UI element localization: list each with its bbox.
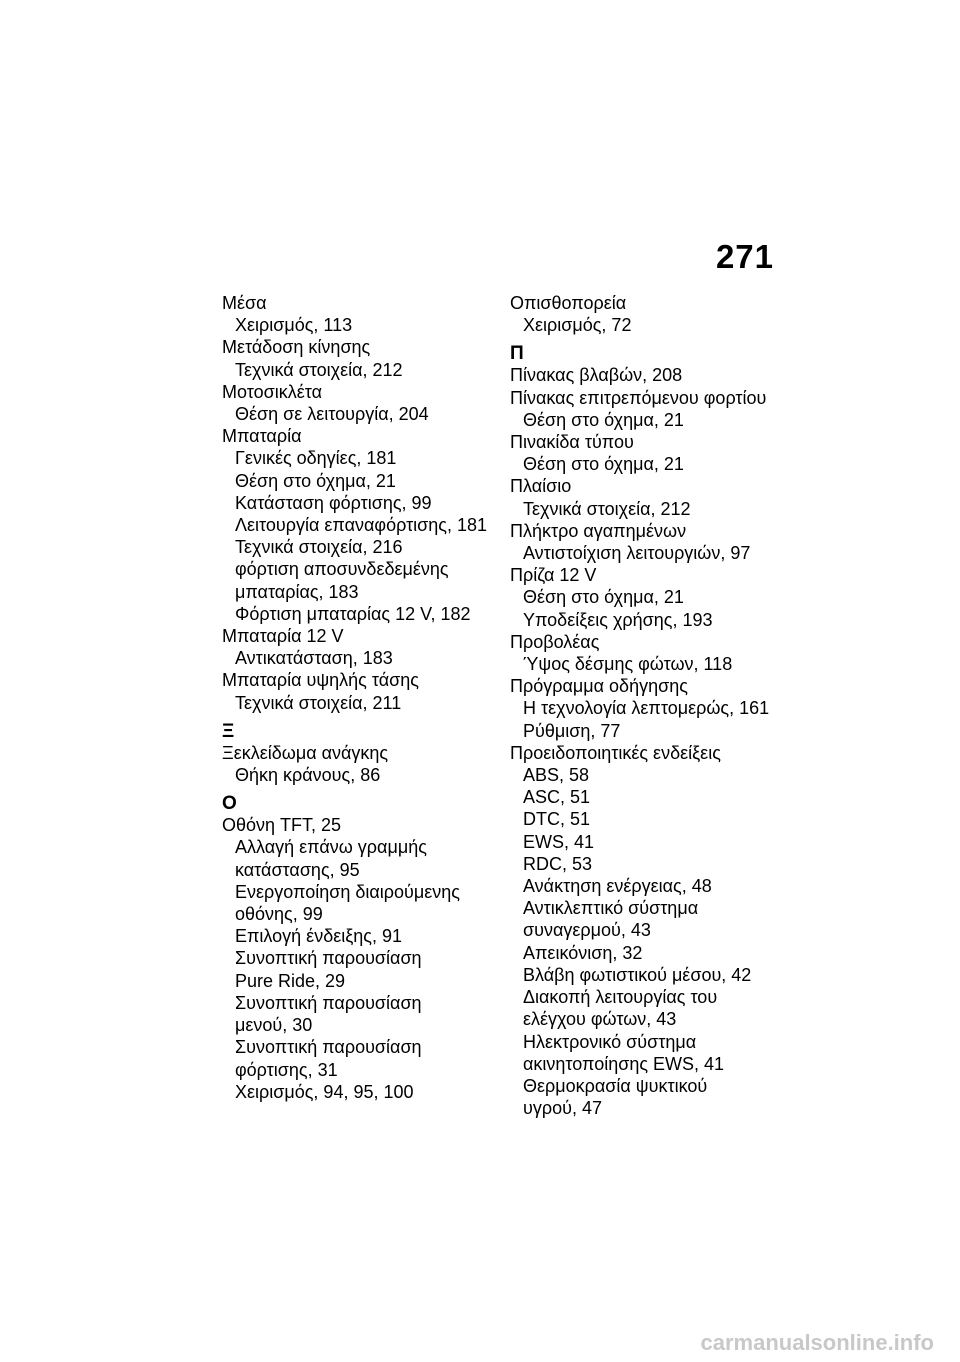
index-letter-heading: Π: [510, 343, 524, 365]
index-subentry: ακινητοποίησης EWS, 41: [523, 1053, 725, 1074]
index-subentry: Ρύθμιση, 77: [523, 720, 621, 741]
index-subentry: Χειρισμός, 72: [523, 315, 632, 336]
index-subentry: Διακοπή λειτουργίας του: [523, 987, 718, 1008]
index-subentry: Ανάκτηση ενέργειας, 48: [523, 876, 712, 897]
index-entry: [222, 336, 502, 380]
index-subentry: Η τεχνολογία λεπτομερώς, 161: [523, 698, 770, 719]
index-term: Προβολέας: [510, 631, 600, 652]
index-subentry: Συνοπτική παρουσίαση: [235, 992, 422, 1013]
index-subentry: Τεχνικά στοιχεία, 212: [523, 498, 691, 519]
index-subentry: Επιλογή ένδειξης, 91: [235, 926, 403, 947]
index-letter-heading: Ο: [222, 793, 237, 815]
index-term: Πλαίσιο: [510, 476, 572, 497]
index-subentry: Αντικλεπτικό σύστημα: [523, 898, 699, 919]
index-subentry: RDC, 53: [523, 853, 593, 874]
index-term: Μπαταρία υψηλής τάσης: [222, 670, 419, 691]
index-entry: [510, 475, 800, 519]
index-subentry: Θήκη κράνους, 86: [235, 765, 381, 786]
index-subentry: φόρτιση αποσυνδεδεμένης: [235, 559, 449, 580]
index-entry: [510, 675, 800, 742]
index-subentry: Φόρτιση μπαταρίας 12 V, 182: [235, 603, 471, 624]
index-entry: [222, 669, 502, 713]
index-entry: [222, 625, 502, 669]
index-subentry: Χειρισμός, 113: [235, 315, 353, 336]
index-subentry: Τεχνικά στοιχεία, 212: [235, 359, 403, 380]
index-subentry: DTC, 51: [523, 809, 591, 830]
index-letter-heading: Ξ: [222, 720, 235, 742]
index-subentry: υγρού, 47: [523, 1098, 602, 1119]
index-entry: [510, 364, 800, 386]
index-subentry: Βλάβη φωτιστικού μέσου, 42: [523, 964, 752, 985]
index-term: Προειδοποιητικές ενδείξεις: [510, 742, 721, 763]
index-subentry: Θερμοκρασία ψυκτικού: [523, 1075, 708, 1096]
index-subentry: Θέση στο όχημα, 21: [523, 587, 684, 608]
index-subentry: Αντιστοίχιση λειτουργιών, 97: [523, 543, 751, 564]
index-entry: [510, 292, 800, 336]
index-entry: [510, 387, 800, 431]
index-column-right: [510, 292, 800, 1119]
index-subentry: Χειρισμός, 94, 95, 100: [235, 1081, 414, 1102]
index-subentry: ABS, 58: [523, 765, 590, 786]
index-subentry: Τεχνικά στοιχεία, 216: [235, 537, 403, 558]
index-entry: [510, 564, 800, 631]
index-term: Πρόγραμμα οδήγησης: [510, 676, 688, 697]
index-term: Οθόνη TFT, 25: [222, 815, 342, 836]
index-subentry: Ύψος δέσμης φώτων, 118: [523, 654, 733, 675]
index-subentry: μενού, 30: [235, 1015, 313, 1036]
index-subentry: ελέγχου φώτων, 43: [523, 1009, 677, 1030]
index-subentry: Συνοπτική παρουσίαση: [235, 948, 422, 969]
index-term: Μπαταρία 12 V: [222, 626, 344, 647]
index-subentry: Γενικές οδηγίες, 181: [235, 448, 397, 469]
index-subentry: κατάστασης, 95: [235, 859, 360, 880]
index-subentry: Ενεργοποίηση διαιρούμενης: [235, 881, 460, 902]
index-term: Ξεκλείδωμα ανάγκης: [222, 742, 389, 763]
index-subentry: Θέση στο όχημα, 21: [523, 454, 684, 475]
index-entry: [222, 292, 502, 336]
index-term: Οπισθοπορεία: [510, 293, 627, 313]
index-subentry: EWS, 41: [523, 831, 595, 852]
index-subentry: Συνοπτική παρουσίαση: [235, 1037, 422, 1058]
index-entry: [222, 425, 502, 625]
index-entry: [510, 520, 800, 564]
index-entry: [510, 742, 800, 1119]
page-number: 271: [715, 238, 774, 275]
index-subentry: Αλλαγή επάνω γραμμής: [235, 837, 427, 858]
index-subentry: Θέση στο όχημα, 21: [235, 470, 396, 491]
index-term: Πρίζα 12 V: [510, 565, 597, 586]
index-column-left: [222, 292, 502, 1103]
index-subentry: Pure Ride, 29: [235, 970, 346, 991]
index-term: Πινακίδα τύπου: [510, 432, 634, 453]
index-subentry: Κατάσταση φόρτισης, 99: [235, 492, 432, 513]
index-entry: [222, 742, 502, 786]
index-entry: [510, 431, 800, 475]
index-subentry: ASC, 51: [523, 787, 591, 808]
index-subentry: Θέση σε λειτουργία, 204: [235, 404, 429, 425]
index-term: Πίνακας επιτρεπόμενου φορτίου: [510, 387, 767, 408]
index-term: Μετάδοση κίνησης: [222, 337, 371, 358]
index-term: Μοτοσικλέτα: [222, 381, 323, 402]
index-subentry: συναγερμού, 43: [523, 920, 651, 941]
index-entry: [222, 814, 502, 1103]
index-subentry: Αντικατάσταση, 183: [235, 648, 393, 669]
index-subentry: Θέση στο όχημα, 21: [523, 409, 684, 430]
index-entry: [222, 381, 502, 425]
index-subentry: οθόνης, 99: [235, 904, 323, 925]
index-entry: [510, 631, 800, 675]
index-term: Μέσα: [222, 293, 267, 313]
index-subentry: φόρτισης, 31: [235, 1059, 338, 1080]
index-term: Μπαταρία: [222, 426, 302, 447]
watermark-footer: carmanualsonline.info: [700, 1330, 934, 1355]
index-subentry: Τεχνικά στοιχεία, 211: [235, 692, 402, 713]
index-term: Πίνακας βλαβών, 208: [510, 365, 683, 386]
index-subentry: Απεικόνιση, 32: [523, 942, 643, 963]
index-subentry: Λειτουργία επαναφόρτισης, 181: [235, 515, 488, 536]
index-subentry: μπαταρίας, 183: [235, 581, 359, 602]
index-subentry: Υποδείξεις χρήσης, 193: [523, 609, 713, 630]
index-subentry: Ηλεκτρονικό σύστημα: [523, 1031, 697, 1052]
index-term: Πλήκτρο αγαπημένων: [510, 520, 687, 541]
